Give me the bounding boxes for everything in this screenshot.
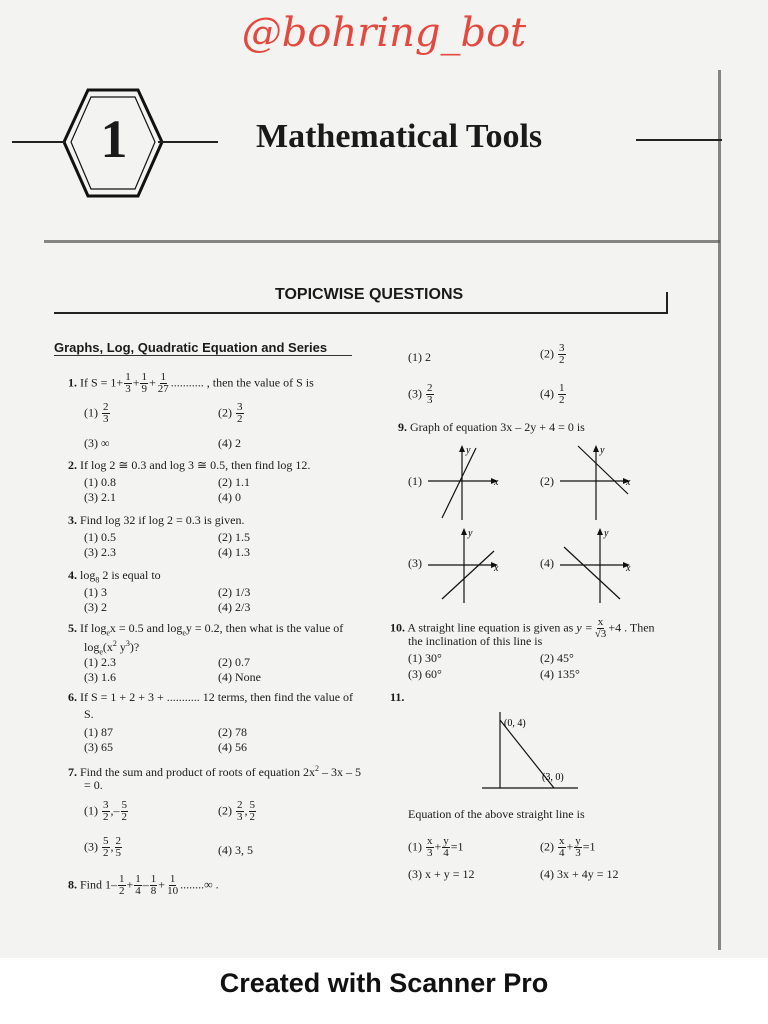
y-axis-arrow-icon [597, 528, 603, 535]
q5-option-1: (1) 2.3 [84, 655, 116, 669]
operator: + [148, 375, 156, 390]
numerator: 1 [135, 873, 141, 885]
question-text: +4 . Then [608, 620, 655, 635]
denominator: 3 [125, 383, 131, 395]
denominator: 3 [575, 847, 581, 859]
numerator: x [427, 835, 433, 847]
question-text: 2 is equal to [99, 568, 161, 582]
operator: + [132, 375, 140, 390]
y-label: y [468, 528, 473, 539]
question-number: 7. [68, 765, 77, 779]
option-label: (1) [84, 803, 98, 818]
q1-option-1 [84, 402, 111, 425]
question-number: 6. [68, 690, 77, 704]
log-base: e [99, 647, 103, 657]
page-edge-shadow [718, 70, 721, 950]
fraction [426, 836, 434, 859]
y-label: y [600, 445, 605, 456]
question-text: log [84, 640, 100, 654]
question-2 [68, 458, 310, 472]
numerator: x [559, 835, 565, 847]
question-text: If log [80, 621, 107, 635]
option-label: (2) [218, 405, 232, 420]
operator: – [142, 877, 149, 892]
y-axis-arrow-icon [593, 445, 599, 452]
question-10-line-2: the inclination of this line is [408, 634, 543, 648]
question-number: 10. [390, 620, 405, 635]
numerator: 2 [237, 799, 243, 811]
denominator: 2 [103, 811, 109, 823]
denominator: 27 [157, 383, 169, 395]
numerator: 1 [125, 371, 131, 383]
separator: ,– [110, 803, 120, 818]
question-text: ........∞ . [180, 877, 219, 892]
denominator: 4 [559, 847, 565, 859]
y-axis-arrow-icon [461, 528, 467, 535]
q10-option-3: (3) 60° [408, 667, 442, 681]
fraction [558, 343, 566, 366]
option-label: (1) [84, 405, 98, 420]
q9-option-1-label: (1) [408, 474, 422, 488]
q2-option-4: (4) 0 [218, 490, 241, 504]
question-7 [68, 762, 361, 779]
fraction [574, 836, 582, 859]
q8-option-2 [540, 343, 567, 366]
q10-option-2: (2) 45° [540, 651, 574, 665]
denominator: 2 [559, 354, 565, 366]
chapter-title: Mathematical Tools [256, 118, 543, 155]
separator: , [110, 839, 114, 854]
q7-option-4: (4) 3, 5 [218, 843, 253, 857]
numerator: 2 [115, 835, 121, 847]
q1-option-2 [218, 402, 245, 425]
q10-option-4: (4) 135° [540, 667, 580, 681]
question-8 [68, 874, 219, 897]
question-text: Find 1– [80, 877, 118, 892]
question-number: 8. [68, 877, 77, 892]
numerator: y [575, 835, 581, 847]
log-base: e [106, 628, 110, 638]
x-label: x [494, 563, 499, 574]
y-axis-arrow-icon [459, 445, 465, 452]
q9-option-2-label: (2) [540, 474, 554, 488]
title-rule-right [636, 139, 722, 141]
section-heading: Graphs, Log, Quadratic Equation and Series [54, 340, 328, 355]
q8-option-4 [540, 383, 567, 406]
topic-underline [54, 312, 668, 314]
q9-graph-2 [560, 442, 638, 520]
question-1 [68, 372, 314, 395]
question-9 [398, 420, 585, 434]
operator: + [434, 839, 442, 854]
question-4 [68, 568, 161, 587]
x-label: x [494, 477, 499, 488]
q5-option-4: (4) None [218, 670, 261, 684]
question-text: If S = 1 + 2 + 3 + ........... 12 terms, then find the value of [80, 690, 354, 704]
fraction [558, 383, 566, 406]
denominator: 4 [443, 847, 449, 859]
fraction [134, 874, 142, 897]
question-text: y [116, 640, 126, 654]
fraction [115, 836, 123, 859]
denominator: 4 [135, 885, 141, 897]
q8-option-3 [408, 383, 435, 406]
denominator: 3 [237, 811, 243, 823]
fraction [426, 383, 434, 406]
option-label: (1) [408, 839, 422, 854]
question-text: )? [129, 640, 140, 654]
operator: + [566, 839, 574, 854]
title-rule-left [12, 141, 66, 143]
footer-caption: Created with Scanner Pro [219, 968, 549, 998]
y-label: y [604, 528, 609, 539]
q3-option-1: (1) 0.5 [84, 530, 116, 544]
fraction [166, 874, 179, 897]
question-number: 2. [68, 458, 77, 472]
q4-option-3: (3) 2 [84, 600, 107, 614]
numerator: 5 [249, 799, 255, 811]
q3-option-3: (3) 2.3 [84, 545, 116, 559]
numerator: x [597, 616, 604, 628]
operator: + [158, 877, 166, 892]
question-3 [68, 513, 244, 527]
x-label: x [626, 563, 631, 574]
question-text: y = 0.2, then what is the value of [185, 621, 344, 635]
q8-option-1: (1) 2 [408, 350, 431, 364]
q11-option-2 [540, 836, 596, 859]
denominator: 2 [119, 885, 125, 897]
numerator: 1 [150, 873, 157, 885]
denominator: √3 [594, 628, 607, 640]
question-text: Find the sum and product of roots of equation 2x [80, 765, 315, 779]
fraction [102, 836, 110, 859]
q7-option-1 [84, 800, 129, 823]
numerator: 5 [103, 835, 109, 847]
q11-option-4: (4) 3x + 4y = 12 [540, 867, 619, 881]
numerator: 3 [103, 799, 109, 811]
fraction [157, 372, 170, 395]
fraction [442, 836, 450, 859]
header-divider [44, 240, 720, 243]
topic-bracket [666, 292, 668, 314]
chapter-number: 1 [100, 109, 128, 169]
option-label: (4) [540, 386, 554, 401]
fraction [249, 800, 257, 823]
q2-option-3: (3) 2.1 [84, 490, 116, 504]
watermark: @bohring_bot [241, 10, 527, 56]
question-text: ........... , then the value of S is [170, 375, 314, 390]
denominator: 2 [559, 394, 565, 406]
x-label: x [626, 477, 631, 488]
equation-lhs: y = [576, 620, 593, 635]
denominator: 2 [249, 811, 255, 823]
question-number: 3. [68, 513, 77, 527]
question-text: log [80, 568, 96, 582]
numerator: 2 [427, 382, 433, 394]
question-number: 9. [398, 420, 407, 434]
denominator: 2 [237, 413, 243, 425]
denominator: 5 [115, 847, 121, 859]
point-label: (0, 4) [504, 718, 526, 729]
question-text: x = 0.5 and log [109, 621, 183, 635]
question-7-line-2: = 0. [84, 778, 103, 792]
q11-option-1 [408, 836, 464, 859]
fraction [236, 800, 244, 823]
point-label: (3, 0) [542, 772, 564, 783]
q3-option-4: (4) 1.3 [218, 545, 250, 559]
question-text: – 3x – 5 [321, 765, 361, 779]
operator: + [126, 877, 134, 892]
question-6 [68, 690, 353, 704]
q10-option-1: (1) 30° [408, 651, 442, 665]
graph-line [564, 547, 620, 599]
separator: , [244, 803, 248, 818]
option-label: (3) [408, 386, 422, 401]
graph-line [442, 551, 494, 599]
fraction [118, 874, 126, 897]
fraction [236, 402, 244, 425]
q2-option-1: (1) 0.8 [84, 475, 116, 489]
section-underline [54, 355, 352, 356]
question-text: If log 2 ≅ 0.3 and log 3 ≅ 0.5, then find log 12. [80, 458, 311, 472]
numerator: 5 [121, 799, 127, 811]
question-text: If S = 1+ [80, 375, 124, 390]
question-number: 1. [68, 375, 77, 390]
q3-option-2: (2) 1.5 [218, 530, 250, 544]
title-rule-mid [158, 141, 218, 143]
numerator: 3 [237, 401, 243, 413]
numerator: y [443, 835, 449, 847]
denominator: 2 [103, 847, 109, 859]
q11-option-3: (3) x + y = 12 [408, 867, 475, 881]
numerator: 1 [119, 873, 125, 885]
topic-heading: TOPICWISE QUESTIONS [275, 286, 464, 303]
option-label: (3) [84, 839, 98, 854]
exponent: 2 [112, 639, 117, 648]
q4-option-4: (4) 2/3 [218, 600, 251, 614]
fraction [121, 800, 129, 823]
question-text: (x [102, 640, 113, 654]
q7-option-3 [84, 836, 123, 859]
q9-option-4-label: (4) [540, 556, 554, 570]
fraction [150, 874, 158, 897]
question-text: Graph of equation 3x – 2y + 4 = 0 is [410, 420, 585, 434]
q9-option-3-label: (3) [408, 556, 422, 570]
denominator: 10 [167, 885, 179, 897]
option-label: (2) [540, 346, 554, 361]
q11-graph [478, 706, 588, 798]
q5-option-3: (3) 1.6 [84, 670, 116, 684]
denominator: 9 [141, 383, 147, 395]
denominator: 8 [150, 885, 157, 897]
log-base: 8 [95, 575, 100, 585]
q1-option-4: (4) 2 [218, 436, 241, 450]
q6-option-2: (2) 78 [218, 725, 247, 739]
question-number: 5. [68, 621, 77, 635]
numerator: 1 [169, 873, 176, 885]
question-6-line-2: S. [84, 707, 94, 721]
numerator: 1 [559, 382, 565, 394]
denominator: 3 [427, 847, 433, 859]
question-11-text: Equation of the above straight line is [408, 807, 585, 821]
option-label: (2) [218, 803, 232, 818]
q6-option-4: (4) 56 [218, 740, 247, 754]
q7-option-2 [218, 800, 257, 823]
q4-option-2: (2) 1/3 [218, 585, 251, 599]
question-11-number: 11. [390, 690, 405, 704]
numerator: 2 [103, 401, 109, 413]
numerator: 1 [160, 371, 167, 383]
fraction [102, 800, 110, 823]
log-base: e [182, 628, 186, 638]
question-number: 4. [68, 568, 77, 582]
fraction [124, 372, 132, 395]
q6-option-1: (1) 87 [84, 725, 113, 739]
numerator: 3 [559, 342, 565, 354]
y-label: y [466, 445, 471, 456]
fraction [558, 836, 566, 859]
q1-option-3: (3) ∞ [84, 436, 110, 450]
q4-option-1: (1) 3 [84, 585, 107, 599]
q2-option-2: (2) 1.1 [218, 475, 250, 489]
question-text: Find log 32 if log 2 = 0.3 is given. [80, 513, 245, 527]
exponent: 2 [314, 764, 319, 773]
q5-option-2: (2) 0.7 [218, 655, 250, 669]
fraction [140, 372, 148, 395]
denominator: 3 [103, 413, 109, 425]
q9-graph-4 [560, 525, 638, 603]
fraction [594, 617, 608, 640]
q9-graph-1 [428, 442, 506, 520]
question-text: A straight line equation is given as [407, 620, 574, 635]
exponent: 3 [125, 639, 130, 648]
graph-line [442, 448, 476, 518]
numerator: 1 [141, 371, 147, 383]
q9-graph-3 [428, 525, 506, 603]
fraction [102, 402, 110, 425]
denominator: 2 [121, 811, 127, 823]
q6-option-3: (3) 65 [84, 740, 113, 754]
equation-rhs: =1 [582, 839, 596, 854]
option-label: (2) [540, 839, 554, 854]
denominator: 3 [427, 394, 433, 406]
equation-rhs: =1 [450, 839, 464, 854]
